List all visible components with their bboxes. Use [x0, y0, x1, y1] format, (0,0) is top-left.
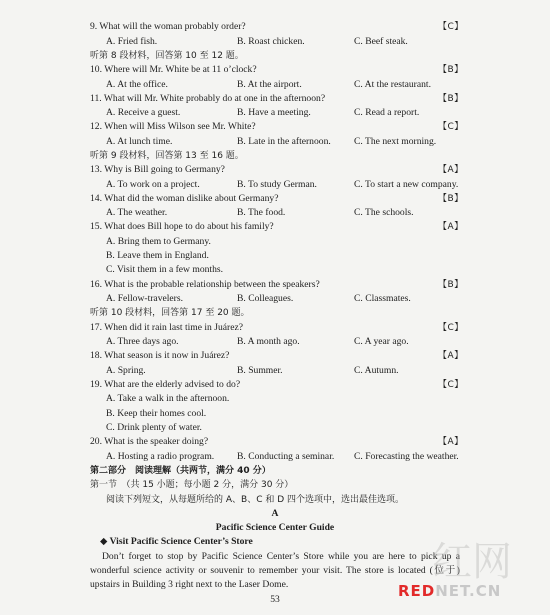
options-18	[0, 364, 550, 378]
question-9	[0, 20, 550, 34]
option-19-c: C. Drink plenty of water.	[106, 422, 202, 433]
option-a: A. The weather.	[106, 207, 168, 218]
option-b: B. Colleagues.	[237, 293, 294, 304]
option-b: B. Summer.	[237, 365, 283, 376]
option-b: B. Conducting a seminar.	[237, 451, 335, 462]
options-20	[0, 450, 550, 464]
option-a: A. At the office.	[106, 79, 168, 90]
answer-key: 【B】	[438, 194, 464, 204]
reading-instructions: 阅读下列短文，从每题所给的 A、B、C 和 D 四个选项中，选出最佳选项。	[106, 495, 404, 505]
option-a: A. To work on a project.	[106, 179, 200, 190]
option-a: A. Fried fish.	[106, 36, 158, 47]
question-10	[0, 63, 550, 77]
options-13	[0, 178, 550, 192]
question-text: 11. What will Mr. White probably do at one in the afternoon?	[90, 93, 326, 104]
answer-key: 【A】	[438, 437, 464, 447]
question-text: 19. What are the elderly advised to do?	[90, 379, 241, 390]
option-19-b: B. Keep their homes cool.	[106, 408, 207, 419]
question-text: 10. Where will Mr. White be at 11 o’clock?	[90, 64, 257, 75]
option-15-a: A. Bring them to Germany.	[106, 236, 211, 247]
note-10: 听第 10 段材料，回答第 17 至 20 题。	[90, 308, 250, 318]
options-16	[0, 292, 550, 306]
option-c: C. Classmates.	[354, 293, 411, 304]
option-a: A. Receive a guest.	[106, 107, 181, 118]
option-b: B. Late in the afternoon.	[237, 136, 331, 147]
option-b: B. To study German.	[237, 179, 317, 190]
answer-key: 【C】	[438, 122, 464, 132]
option-c: C. Read a report.	[354, 107, 420, 118]
option-c: C. At the restaurant.	[354, 79, 431, 90]
page-number: 53	[270, 594, 280, 605]
question-18	[0, 349, 550, 363]
question-14	[0, 192, 550, 206]
note-9: 听第 9 段材料，回答第 13 至 16 题。	[90, 151, 244, 161]
passage-subheading: ◆ Visit Pacific Science Center’s Store	[100, 536, 253, 547]
option-c: C. The next morning.	[354, 136, 437, 147]
option-a: A. Spring.	[106, 365, 146, 376]
answer-key: 【A】	[438, 222, 464, 232]
watermark-mark: 红网	[432, 539, 512, 585]
options-17	[0, 335, 550, 349]
option-b: B. The food.	[237, 207, 286, 218]
question-text: 12. When will Miss Wilson see Mr. White?	[90, 121, 256, 132]
option-b: B. Have a meeting.	[237, 107, 311, 118]
question-text: 9. What will the woman probably order?	[90, 21, 246, 32]
answer-key: 【B】	[438, 65, 464, 75]
options-9	[0, 35, 550, 49]
option-b: B. At the airport.	[237, 79, 302, 90]
option-c: C. The schools.	[354, 207, 414, 218]
option-c: C. To start a new company.	[354, 179, 459, 190]
watermark-logo: REDNET.CN	[398, 582, 502, 600]
question-text: 20. What is the speaker doing?	[90, 436, 209, 447]
question-13	[0, 163, 550, 177]
question-text: 18. What season is it now in Juárez?	[90, 350, 230, 361]
question-text: 17. When did it rain last time in Juárez?	[90, 322, 244, 333]
question-16	[0, 278, 550, 292]
question-20	[0, 435, 550, 449]
question-12	[0, 120, 550, 134]
passage-letter: A	[271, 508, 279, 519]
option-15-b: B. Leave them in England.	[106, 250, 209, 261]
answer-key: 【A】	[438, 351, 464, 361]
option-15-c: C. Visit them in a few months.	[106, 264, 224, 275]
question-text: 16. What is the probable relationship between the speakers?	[90, 279, 320, 290]
question-11	[0, 92, 550, 106]
passage-paragraph: Don’t forget to stop by Pacific Science Center’s Store while you are here to pick up a wonderful science activity or souvenir to remember your visit. The store is located (位于) upstairs in Building 3 right next to the Laser Dome.	[90, 551, 460, 590]
option-b: B. Roast chicken.	[237, 36, 305, 47]
option-19-a: A. Take a walk in the afternoon.	[106, 393, 230, 404]
part-two-heading: 第二部分 阅读理解（共两节，满分 40 分）	[90, 466, 271, 476]
question-text: 14. What did the woman dislike about Germany?	[90, 193, 279, 204]
option-a: A. At lunch time.	[106, 136, 173, 147]
option-c: C. Beef steak.	[354, 36, 408, 47]
answer-key: 【A】	[438, 165, 464, 175]
options-10	[0, 78, 550, 92]
option-c: C. Forecasting the weather.	[354, 451, 459, 462]
option-c: C. Autumn.	[354, 365, 399, 376]
option-b: B. A month ago.	[237, 336, 300, 347]
options-11	[0, 106, 550, 120]
answer-key: 【B】	[438, 280, 464, 290]
question-text: 15. What does Bill hope to do about his family?	[90, 221, 274, 232]
question-15	[0, 220, 550, 234]
option-a: A. Fellow-travelers.	[106, 293, 183, 304]
question-19	[0, 378, 550, 392]
note-8: 听第 8 段材料，回答第 10 至 12 题。	[90, 51, 244, 61]
answer-key: 【C】	[438, 380, 464, 390]
answer-key: 【C】	[438, 22, 464, 32]
question-17	[0, 321, 550, 335]
question-text: 13. Why is Bill going to Germany?	[90, 164, 225, 175]
answer-key: 【B】	[438, 94, 464, 104]
option-a: A. Hosting a radio program.	[106, 451, 215, 462]
option-c: C. A year ago.	[354, 336, 409, 347]
options-14	[0, 206, 550, 220]
options-12	[0, 135, 550, 149]
answer-key: 【C】	[438, 323, 464, 333]
option-a: A. Three days ago.	[106, 336, 179, 347]
passage-title: Pacific Science Center Guide	[215, 522, 335, 533]
section-one-heading: 第一节 （共 15 小题；每小题 2 分，满分 30 分）	[90, 480, 294, 490]
